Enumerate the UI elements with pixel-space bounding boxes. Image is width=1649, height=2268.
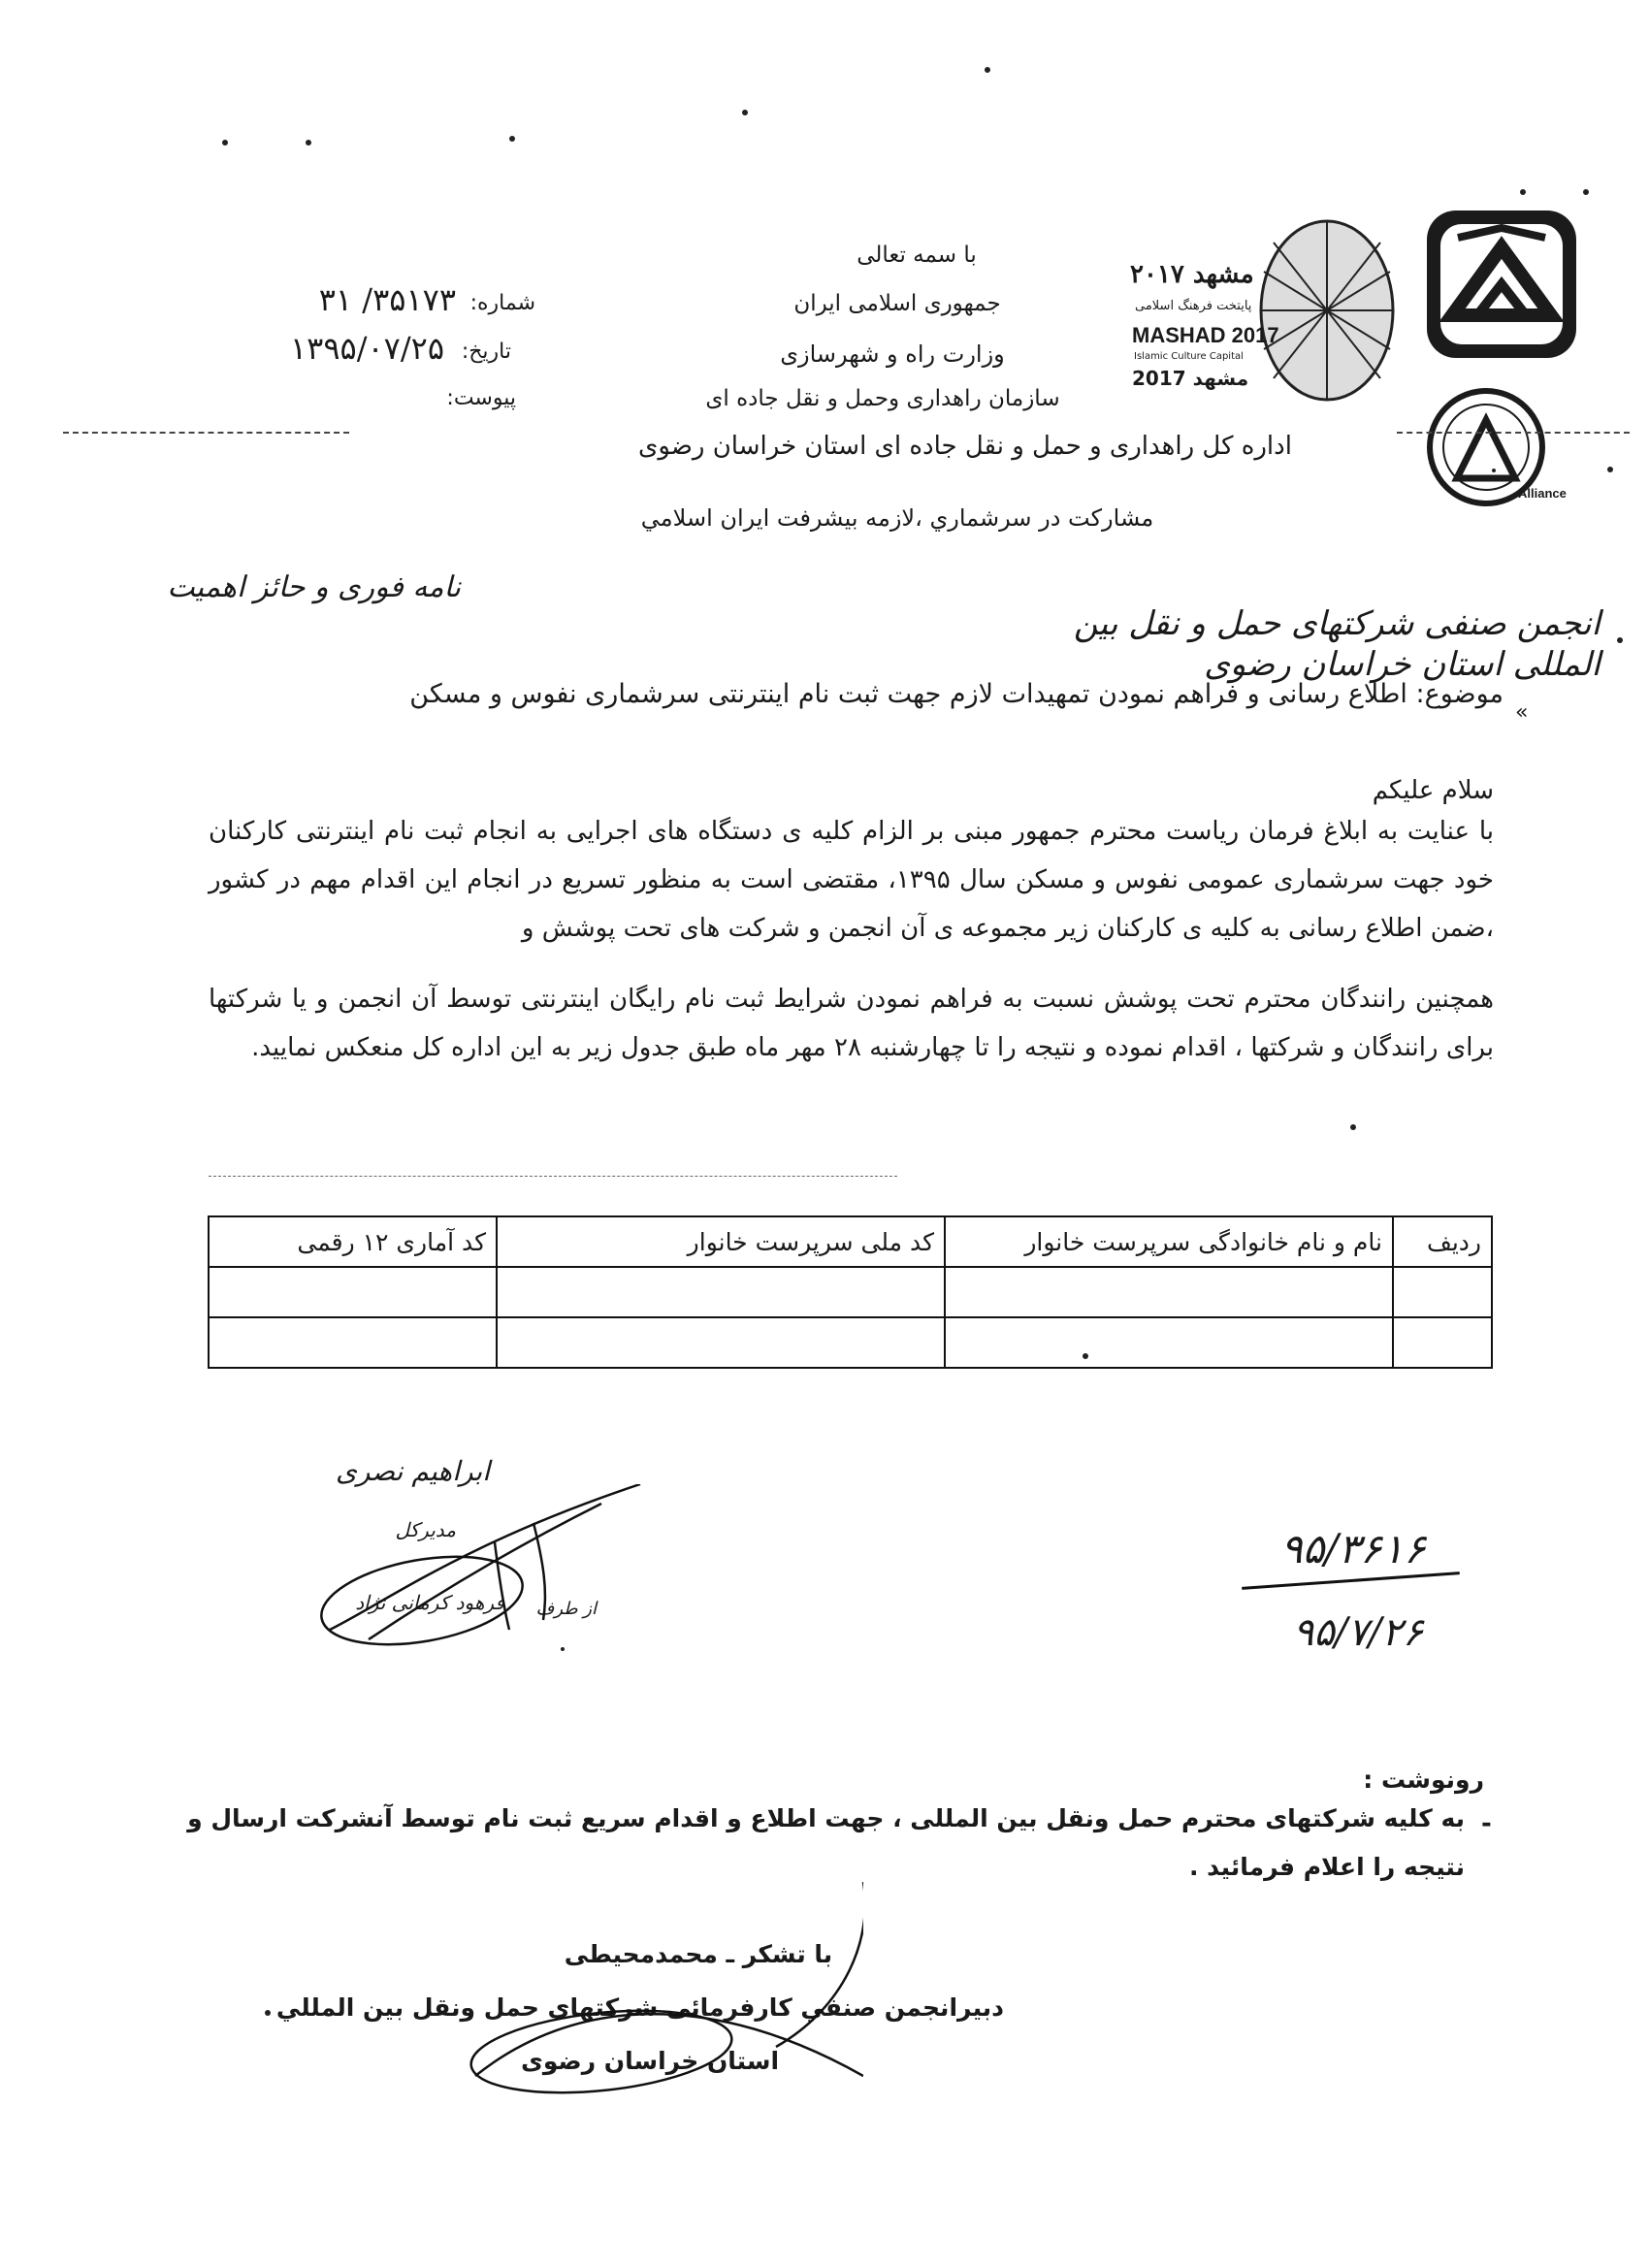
- table-cell: [1393, 1267, 1492, 1317]
- ministry-title: وزارت راه و شهرسازی: [780, 340, 1005, 368]
- letter-number: ۳۱ /۳۵۱۷۳: [318, 281, 456, 318]
- header-separator-right: [1397, 432, 1630, 434]
- cc-label: رونوشت :: [1363, 1766, 1484, 1794]
- table-cell: [945, 1267, 1393, 1317]
- mashhad-text-2: پایتخت فرهنگ اسلامی: [1135, 299, 1252, 313]
- table-header-row: [209, 1216, 1492, 1267]
- republic-title: جمهوری اسلامی ایران: [793, 291, 1001, 316]
- registration-date: ۹۵/۷/۲۶: [1292, 1610, 1424, 1655]
- alliance-logo: [1418, 381, 1567, 522]
- mashhad-text-5: مشهد 2017: [1132, 367, 1249, 390]
- mashhad-text-3: MASHAD 2017: [1132, 323, 1279, 347]
- secretary-signature: [456, 1882, 863, 2105]
- mashhad-text-1: مشهد ۲۰۱۷: [1130, 260, 1254, 289]
- mashhad-2017-logo: [1130, 213, 1392, 407]
- subject-line: موضوع: اطلاع رسانی و فراهم نمودن تمهیدات لازم جهت ثبت نام اینترنتی سرشماری نفوس و مسکن: [409, 679, 1504, 709]
- census-slogan: مشارکت در سرشماري ،لازمه بيشرفت ايران اسلامي: [640, 504, 1154, 532]
- col-statistical-code: کد آماری ۱۲ رقمی: [209, 1216, 497, 1267]
- footer-province: استان خراسان رضوی: [520, 2047, 780, 2075]
- letter-date-label: تاریخ:: [461, 340, 511, 364]
- table-row: [209, 1267, 1492, 1317]
- director-signature: [310, 1484, 660, 1669]
- greeting: سلام علیکم: [1372, 776, 1494, 805]
- subject-bullet: «: [1515, 700, 1529, 725]
- organization-title: سازمان راهداری وحمل و نقل جاده ای: [705, 386, 1060, 411]
- directorate-title: اداره کل راهداری و حمل و نقل جاده ای استان خراسان رضوی: [638, 432, 1292, 461]
- col-head-name: نام و نام خانوادگی سرپرست خانوار: [945, 1216, 1393, 1267]
- letter-number-label: شماره:: [469, 291, 535, 315]
- registration-number: ۹۵/۳۶۱۶: [1280, 1525, 1426, 1572]
- table-cell: [497, 1317, 945, 1368]
- recipient: انجمن صنفی شرکتهای حمل و نقل بین المللی استان خراسان رضوی: [1073, 604, 1600, 684]
- header-separator-left: [63, 432, 349, 434]
- signer-name: ابراهیم نصری: [336, 1455, 490, 1487]
- footer-title: دبیرانجمن صنفي كارفرمائی شرکتهای حمل ونقل بین المللي: [275, 1993, 1004, 2022]
- cc-line-1: به کلیه شرکتهای محترم حمل ونقل بین المللی ، جهت اطلاع و اقدام سریع ثبت نام توسط آنشرکت ارسال و: [187, 1804, 1465, 1832]
- signer-on-behalf: از طرف: [535, 1599, 597, 1619]
- table-separator: [209, 1176, 897, 1177]
- table-cell: [945, 1317, 1393, 1368]
- cc-dash: -: [1481, 1809, 1492, 1838]
- signer-delegate: فرهود کرمانی نژاد: [355, 1591, 504, 1614]
- table-cell: [209, 1317, 497, 1368]
- basmala: با سمه تعالی: [857, 243, 977, 268]
- letter-date: ۱۳۹۵/۰۷/۲۵: [289, 330, 444, 367]
- letter-attachment-label: پیوست:: [446, 386, 516, 410]
- table-cell: [209, 1267, 497, 1317]
- footer-thanks: با تشکر ـ محمدمحیطی: [564, 1940, 833, 1968]
- body-paragraph-2: همچنین رانندگان محترم تحت پوشش نسبت به فراهم نمودن شرایط ثبت نام رایگان اینترنتی توسط آن انجمن و یا شرکتها برای رانندگان و شرکتها ، اقدام نموده و نتیجه را تا چهارشنبه ۲۸ مهر ماه طبق جدول زیر به این اداره کل منعکس نمایید.: [209, 985, 1494, 1062]
- cc-line-2: نتیجه را اعلام فرمائید .: [1188, 1853, 1465, 1881]
- mashhad-text-4: Islamic Culture Capital: [1134, 351, 1244, 362]
- col-row-number: ردیف: [1393, 1216, 1492, 1267]
- table-row: [209, 1317, 1492, 1368]
- alliance-text: Alliance: [1518, 486, 1567, 501]
- body-paragraph-1: با عنایت به ابلاغ فرمان ریاست محترم جمهور مبنی بر الزام کلیه ی دستگاه های اجرایی به انجام ثبت نام اینترنتی کارکنان خود جهت سرشماری عمومی نفوس و مسکن سال ۱۳۹۵، مقتضی است به منظور تسریع در انجام این اقدام مهم در کشور ،ضمن اطلاع رسانی به کلیه ی کارکنان زیر مجموعه ی آن انجمن و شرکت های تحت پوشش و: [209, 817, 1494, 943]
- urgent-note: نامه فوری و حائز اهمیت: [167, 570, 461, 604]
- census-table: [208, 1215, 1493, 1369]
- col-national-id: کد ملی سرپرست خانوار: [497, 1216, 945, 1267]
- signer-title: مدیرکل: [395, 1518, 456, 1541]
- table-cell: [497, 1267, 945, 1317]
- table-cell: [1393, 1317, 1492, 1368]
- road-org-logo: [1419, 199, 1584, 369]
